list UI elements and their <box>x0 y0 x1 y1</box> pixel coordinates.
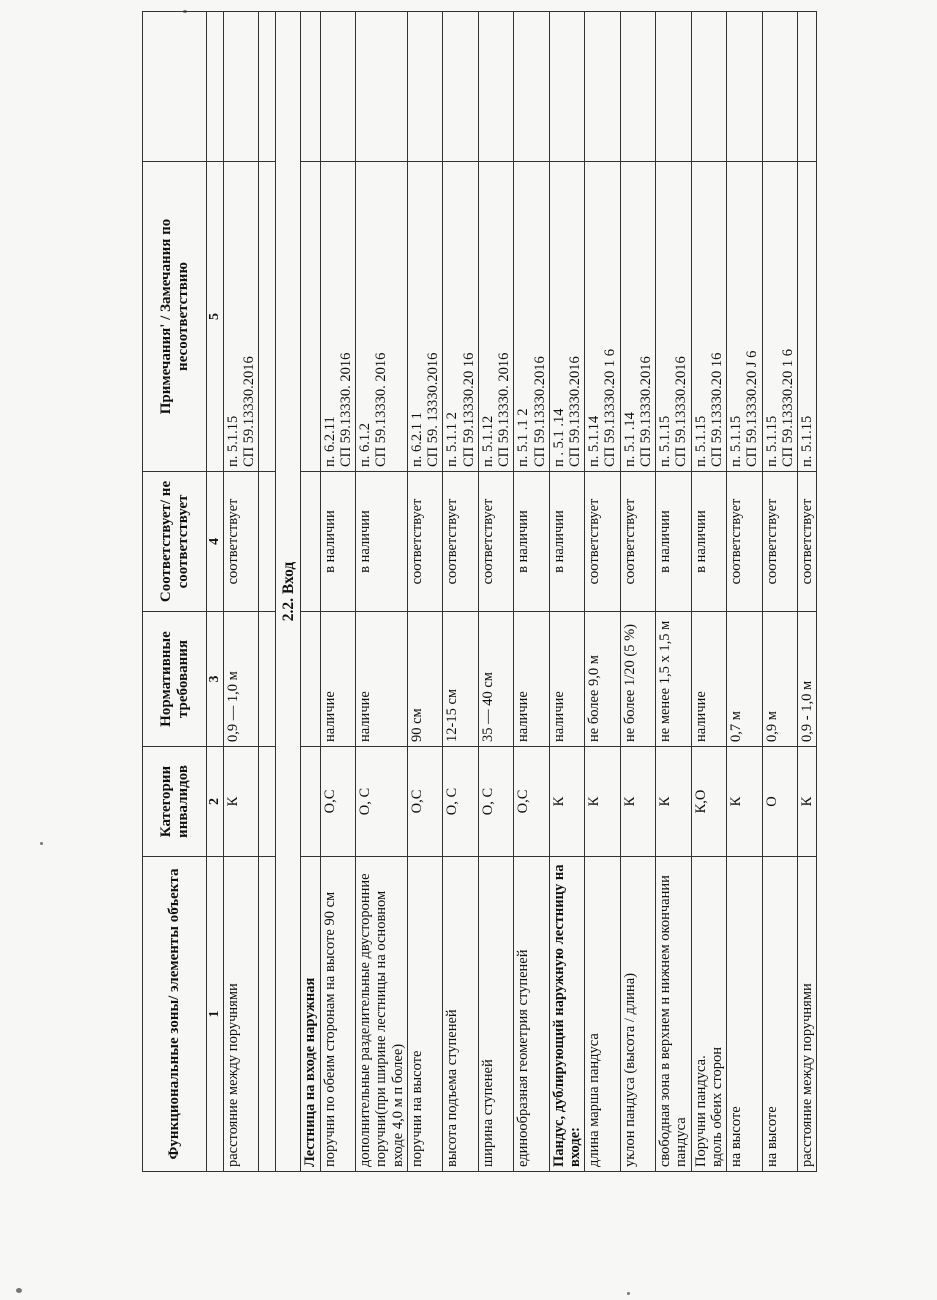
norm-cell: 35 — 40 см <box>478 612 513 747</box>
table-row <box>585 12 620 1172</box>
note-clause: п. 5.1.15 <box>692 415 709 467</box>
element-cell: свободная зона в верхнем н нижнем окончании пандуса <box>656 857 691 1172</box>
scan-speck <box>40 842 43 845</box>
spacer-cell <box>259 747 276 857</box>
status-cell: в наличии <box>549 472 584 612</box>
status-cell: соответствует <box>443 472 478 612</box>
note-standard: СП 59.13330.2016 <box>566 356 583 467</box>
element-cell: поручни на высоте <box>407 857 442 1172</box>
norm-cell: 0,9 - 1,0 м <box>798 612 817 747</box>
status-cell: в наличии <box>691 472 726 612</box>
element-cell: ширина ступеней <box>478 857 513 1172</box>
handrail-heading: Поручни пандуса. <box>692 1055 709 1167</box>
header-elements: Функциональные зоны/ элементы объекта <box>143 857 207 1172</box>
spacer-row <box>259 12 276 1172</box>
status-cell: соответствует <box>407 472 442 612</box>
element-cell: дополнительные разделительные двусторонние поручни(при ширине лестницы на основном входе 4,0 м п более) <box>356 857 408 1172</box>
table-row <box>224 12 259 1172</box>
empty-cell <box>301 747 320 857</box>
spacer-cell <box>259 857 276 1172</box>
extra-cell <box>478 12 513 162</box>
category-cell: К <box>656 747 691 857</box>
table-row <box>798 12 817 1172</box>
table-row <box>320 12 355 1172</box>
spacer-cell <box>259 472 276 612</box>
table-header-row <box>143 12 207 1172</box>
table-row <box>727 12 762 1172</box>
note-clause: п. 5.1.1 2 <box>444 412 461 467</box>
norm-cell: 0,9 м <box>762 612 797 747</box>
element-cell <box>691 857 726 1172</box>
category-cell: К <box>727 747 762 857</box>
section-row <box>276 12 301 1172</box>
subheading-row <box>301 12 320 1172</box>
norm-cell: не менее 1,5 х 1,5 м <box>656 612 691 747</box>
header-extra <box>143 12 207 162</box>
element-cell: длина марша пандуса <box>585 857 620 1172</box>
note-cell <box>549 162 584 472</box>
status-cell: в наличии <box>356 472 408 612</box>
category-cell: К <box>585 747 620 857</box>
extra-cell <box>356 12 408 162</box>
status-cell: соответствует <box>798 472 817 612</box>
note-clause: п. 6.1.2 <box>357 422 374 467</box>
note-cell <box>407 162 442 472</box>
note-standard: СП 59.13330.20 16 <box>460 352 477 467</box>
extra-cell <box>407 12 442 162</box>
extra-cell <box>443 12 478 162</box>
header-notes: Примечания' / Замечания по несоответствию <box>143 162 207 472</box>
element-cell: уклон пандуса (высота / длина) <box>620 857 655 1172</box>
category-cell: О,С <box>320 747 355 857</box>
note-standard: СП 59.13330.20 J 6 <box>744 350 761 467</box>
note-standard: СП 59. 13330.2016 <box>425 352 442 467</box>
note-clause: п . 5.1 .14 <box>550 408 567 467</box>
status-cell: в наличии <box>514 472 549 612</box>
note-clause: п. 5.1.15 <box>225 415 241 467</box>
status-cell: соответствует <box>620 472 655 612</box>
note-clause: п. 5.1.15 <box>763 415 780 467</box>
element-cell: расстояние между поручнями <box>798 857 817 1172</box>
norm-cell: наличие <box>514 612 549 747</box>
column-number-row <box>207 12 224 1172</box>
status-cell: соответствует <box>585 472 620 612</box>
note-clause: п. 5.1.14 <box>586 415 603 467</box>
extra-cell <box>656 12 691 162</box>
table-row <box>762 12 797 1172</box>
element-cell: единообразная геометрия ступеней <box>514 857 549 1172</box>
extra-cell <box>514 12 549 162</box>
note-cell <box>620 162 655 472</box>
status-cell: в наличии <box>320 472 355 612</box>
norm-cell: 90 см <box>407 612 442 747</box>
note-cell <box>320 162 355 472</box>
note-cell <box>585 162 620 472</box>
category-cell: К <box>224 747 259 857</box>
note-clause: п. 5.1.12 <box>479 415 496 467</box>
status-cell: соответствует <box>727 472 762 612</box>
table-row <box>478 12 513 1172</box>
category-cell: О,С <box>407 747 442 857</box>
accessibility-table <box>142 11 817 1172</box>
extra-cell <box>585 12 620 162</box>
note-clause: п. 6.2.1 1 <box>408 412 425 467</box>
note-cell <box>514 162 549 472</box>
note-standard: СП 59.13330. 2016 <box>373 352 390 467</box>
norm-cell: наличие <box>320 612 355 747</box>
note-clause: п. 6.2.11 <box>321 416 338 467</box>
header-status: Соответствует/ не соответствует <box>143 472 207 612</box>
col-num: 2 <box>207 747 224 857</box>
col-num: 4 <box>207 472 224 612</box>
category-cell: О <box>762 747 797 857</box>
table-row <box>691 12 726 1172</box>
col-num: 3 <box>207 612 224 747</box>
table-row <box>656 12 691 1172</box>
table-row <box>514 12 549 1172</box>
note-cell <box>478 162 513 472</box>
spacer-cell <box>259 12 276 162</box>
extra-cell <box>320 12 355 162</box>
element-cell: высота подъема ступеней <box>443 857 478 1172</box>
spacer-cell <box>259 162 276 472</box>
section-title: 2.2. Вход <box>276 12 301 1172</box>
ramp-heading-row <box>549 12 584 1172</box>
category-cell: К <box>620 747 655 857</box>
element-cell: Пандус, дублирующий наружную лестницу на входе: <box>549 857 584 1172</box>
category-cell: К <box>798 747 817 857</box>
note-cell <box>727 162 762 472</box>
note-standard: СП 59.13330. 2016 <box>337 352 354 467</box>
note-cell <box>443 162 478 472</box>
norm-cell: не более 9,0 м <box>585 612 620 747</box>
note-clause: п. 5.1 .1 2 <box>515 408 532 467</box>
element-cell: расстояние между поручнями <box>224 857 259 1172</box>
empty-cell <box>301 612 320 747</box>
header-category: Категории инвалидов <box>143 747 207 857</box>
empty-cell <box>301 472 320 612</box>
norm-cell: наличие <box>356 612 408 747</box>
empty-cell <box>301 12 320 162</box>
stair-rows <box>320 12 549 1172</box>
norm-cell: не более 1/20 (5 %) <box>620 612 655 747</box>
table-row <box>356 12 408 1172</box>
extra-cell <box>727 12 762 162</box>
norm-cell: наличие <box>691 612 726 747</box>
note-cell <box>356 162 408 472</box>
norm-cell: 0,9 — 1,0 м <box>224 612 259 747</box>
note-cell <box>762 162 797 472</box>
norm-cell: 0,7 м <box>727 612 762 747</box>
extra-cell <box>224 12 259 162</box>
note-cell <box>798 162 817 472</box>
element-cell: на высоте <box>762 857 797 1172</box>
category-cell: О, С <box>356 747 408 857</box>
extra-cell <box>798 12 817 162</box>
extra-cell <box>620 12 655 162</box>
rotated-table-sheet <box>142 12 932 1172</box>
col-num-empty <box>207 12 224 162</box>
note-standard: СП 59.13330.2016 <box>637 356 654 467</box>
note-standard: СП 59.13330.20 1 6 <box>602 348 619 467</box>
note-clause: п. 5.1.15 <box>728 415 745 467</box>
norm-cell: наличие <box>549 612 584 747</box>
note-standard: СП 59.13330.2016 <box>531 356 548 467</box>
subheading-cell: Лестница на входе наружная <box>301 857 320 1172</box>
extra-cell <box>549 12 584 162</box>
empty-cell <box>301 162 320 472</box>
status-cell: в наличии <box>656 472 691 612</box>
table-row <box>620 12 655 1172</box>
table-row <box>407 12 442 1172</box>
status-cell: соответствует <box>478 472 513 612</box>
element-cell: на высоте <box>727 857 762 1172</box>
scan-speck <box>16 1288 22 1293</box>
category-cell: О,С <box>514 747 549 857</box>
element-text: вдоль обеих сторон <box>708 1047 725 1167</box>
extra-cell <box>762 12 797 162</box>
note-clause: п. 5.1 .14 <box>621 412 638 467</box>
note-standard: СП 59.13330.2016 <box>241 356 258 467</box>
col-num: 5 <box>207 162 224 472</box>
note-cell <box>691 162 726 472</box>
scan-speck <box>627 1292 630 1295</box>
norm-cell: 12-15 см <box>443 612 478 747</box>
category-cell: К <box>549 747 584 857</box>
note-cell <box>224 162 259 472</box>
ramp-rows <box>549 12 817 1172</box>
note-cell <box>656 162 691 472</box>
note-standard: СП 59.13330.20 16 <box>708 352 725 467</box>
category-cell: К,О <box>691 747 726 857</box>
note-clause: п. 5.1.15 <box>799 415 816 467</box>
status-cell: соответствует <box>224 472 259 612</box>
extra-cell <box>691 12 726 162</box>
spacer-cell <box>259 612 276 747</box>
note-standard: СП 59.13330. 2016 <box>496 352 513 467</box>
note-clause: п. 5.1.15 <box>657 415 674 467</box>
category-cell: О, С <box>478 747 513 857</box>
status-cell: соответствует <box>762 472 797 612</box>
col-num: 1 <box>207 857 224 1172</box>
element-cell: поручни по обеим сторонам на высоте 90 см <box>320 857 355 1172</box>
category-cell: О, С <box>443 747 478 857</box>
note-standard: СП 59.13330.2016 <box>673 356 690 467</box>
note-standard: СП 59.13330.20 1 6 <box>779 348 796 467</box>
header-norm: Нормативные требования <box>143 612 207 747</box>
table-row <box>443 12 478 1172</box>
